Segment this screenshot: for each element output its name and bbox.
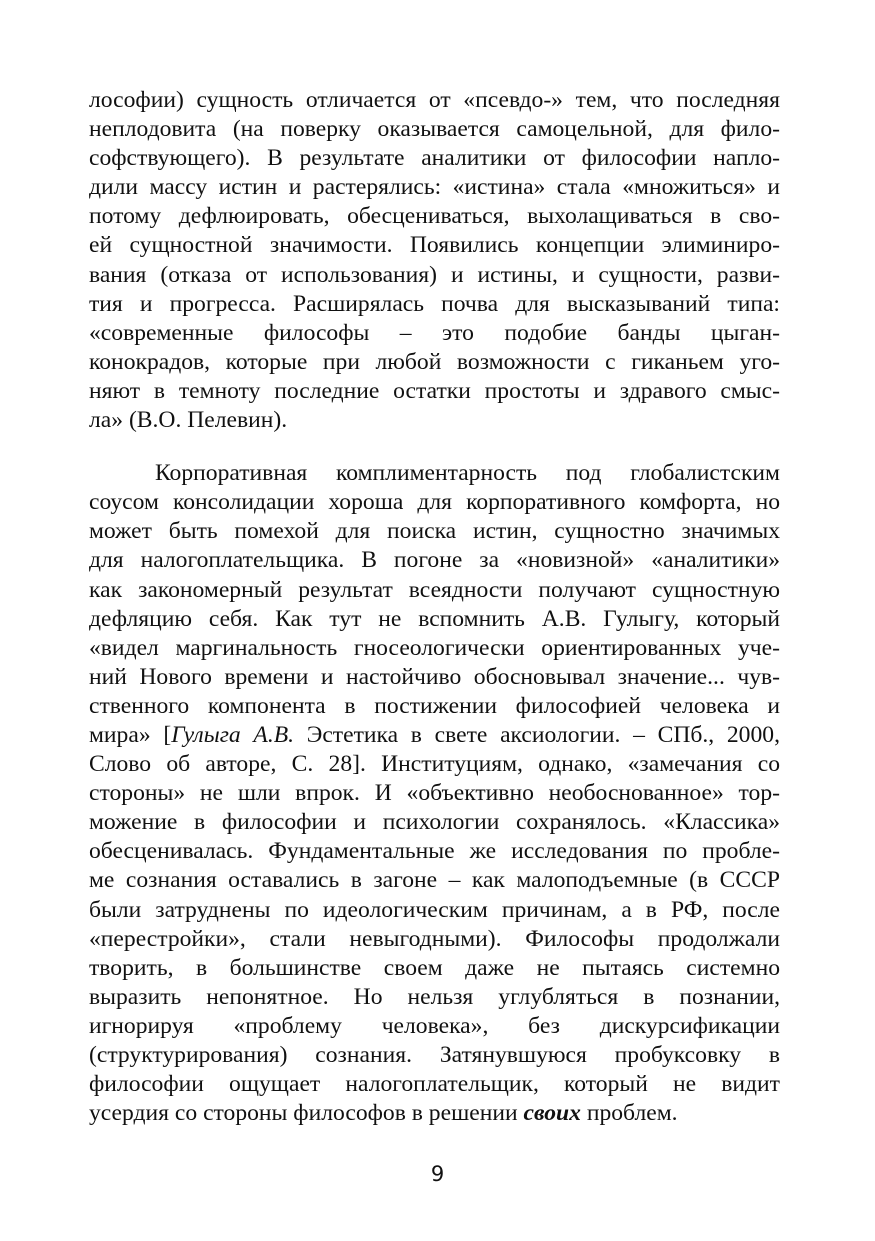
text-line: Корпоративная комплиментарность под глобалистским [155, 460, 780, 487]
text-line: неплодовита (на поверку оказывается самоцельной, для фило- [89, 116, 780, 143]
text-line: ственного компонента в постижении философией человека и [89, 692, 780, 719]
text-line: философии ощущает налогоплательщик, который не видит [89, 1071, 780, 1098]
citation-title: Эстетика в свете аксиологии. – СПб., 2000, [294, 721, 780, 748]
text-line: «современные философы – это подобие банды цыган- [89, 319, 780, 346]
text-line: софствующего). В результате аналитики от философии напло- [89, 145, 780, 172]
cited-author: Гулыга А.В. [171, 721, 295, 748]
text-line: были затруднены по идеологическим причинам, а в РФ, после [89, 896, 780, 923]
text-line: соусом консолидации хороша для корпоративного комфорта, но [89, 489, 780, 516]
text-line: конокрадов, которые при любой возможности с гиканьем уго- [89, 348, 780, 375]
text-line: «видел маргинальность гносеологически ориентированных уче- [89, 634, 780, 661]
text-line-with-citation [89, 721, 780, 750]
text-line: Слово об авторе, С. 28]. Институциям, однако, «замечания со [89, 751, 780, 778]
page-body [89, 86, 780, 1128]
text-line: дефляцию себя. Как тут не вспомнить А.В. Гулыгу, который [89, 605, 780, 632]
final-line-text: усердия со стороны философов в решении [89, 1100, 524, 1127]
text-line: игнорируя «проблему человека», без дискурсификации [89, 1012, 780, 1039]
text-line: ний Нового времени и настойчиво обосновывал значение... чув- [89, 663, 780, 690]
text-line: тия и прогресса. Расширялась почва для высказываний типа: [89, 290, 780, 317]
text-line: может быть помехой для поиска истин, сущностно значимых [89, 518, 780, 545]
text-line: выразить непонятное. Но нельзя углубляться в познании, [89, 983, 780, 1010]
page-number: 9 [430, 1162, 445, 1186]
text-line-final [89, 1099, 780, 1128]
text-line: можение в философии и психологии сохранялось. «Классика» [89, 809, 780, 836]
text-line: ме сознания оставались в загоне – как малоподъемные (в СССР [89, 867, 780, 894]
citation-prefix: мира» [ [89, 721, 172, 748]
text-line: няют в темноту последние остатки простоты и здравого смыс- [89, 377, 780, 404]
text-line: (структурирования) сознания. Затянувшуюся пробуксовку в [89, 1042, 780, 1068]
text-line: вания (отказа от использования) и истины, и сущности, разви- [89, 261, 780, 288]
text-line: дили массу истин и растерялись: «истина» стала «множиться» и [89, 174, 780, 201]
text-line: ей сущностной значимости. Появились концепции элиминиро- [89, 232, 780, 259]
text-line: ла» (В.О. Пелевин). [89, 407, 288, 434]
text-line: лософии) сущность отличается от «псевдо-» тем, что последняя [89, 87, 780, 113]
final-line-end: проблем. [580, 1100, 678, 1127]
paragraph-2 [89, 459, 780, 1128]
text-line: как закономерный результат всеядности получают сущностную [89, 576, 780, 603]
text-line: «перестройки», стали невыгодными). Философы продолжали [89, 925, 780, 952]
paragraph-1 [89, 86, 780, 435]
text-line: для налогоплательщика. В погоне за «новизной» «аналитики» [89, 547, 780, 574]
text-line: обесценивалась. Фундаментальные же исследования по пробле- [89, 838, 780, 865]
text-line: потому дефлюировать, обесцениваться, выхолащиваться в сво- [89, 203, 780, 230]
emphasized-word: своих [523, 1100, 581, 1127]
text-line: стороны» не шли впрок. И «объективно необоснованное» тор- [89, 780, 780, 807]
text-line: творить, в большинстве своем даже не пытаясь системно [89, 954, 780, 981]
